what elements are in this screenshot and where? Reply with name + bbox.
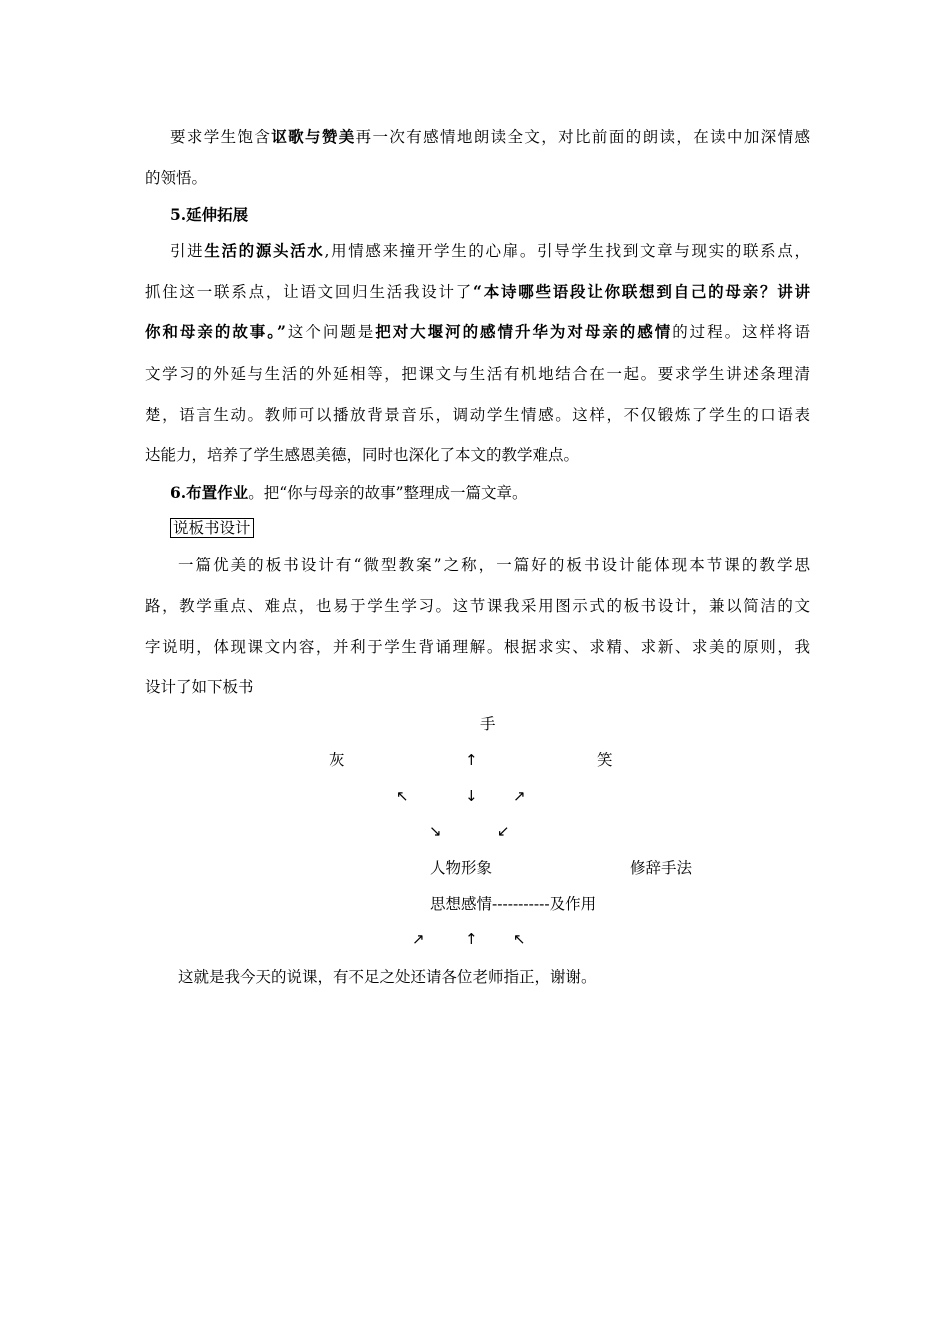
bold-phrase: 你和母亲的故事。” bbox=[145, 322, 286, 341]
reading-paragraph-line-1 bbox=[170, 127, 810, 147]
arrow-nw-icon: ↖ bbox=[513, 930, 526, 948]
board-design-title-row bbox=[170, 518, 810, 538]
bold-phrase: 讴歌与赞美 bbox=[271, 127, 356, 146]
diagram-character-label: 人物形象 bbox=[430, 859, 493, 877]
section-5-line-2 bbox=[145, 282, 810, 302]
board-design-line-4: 设计了如下板书 bbox=[145, 678, 254, 696]
section-5-line-4: 文学习的外延与生活的外延相等，把课文与生活有机地结合在一起。要求学生讲述条理清 bbox=[145, 365, 810, 383]
text-span: 的过程。这样将语 bbox=[672, 323, 810, 341]
section-5-line-3 bbox=[145, 322, 810, 342]
board-design-title: 说板书设计 bbox=[170, 518, 254, 538]
arrow-up-icon: ↑ bbox=[465, 751, 478, 769]
closing-line: 这就是我今天的说课，有不足之处还请各位老师指正，谢谢。 bbox=[178, 968, 597, 986]
board-design-line-1: 一篇优美的板书设计有“微型教案”之称，一篇好的板书设计能体现本节课的教学思 bbox=[178, 556, 810, 574]
diagram-right-label: 笑 bbox=[597, 751, 613, 769]
arrow-down-icon: ↓ bbox=[465, 787, 478, 805]
text-span: ,用情感来撞开学生的心扉。引导学生找到文章与现实的联系点， bbox=[324, 242, 810, 260]
arrow-ne-icon: ↗ bbox=[412, 930, 425, 948]
section-5-line-5: 楚，语言生动。教师可以播放背景音乐，调动学生情感。这样，不仅锻炼了学生的口语表 bbox=[145, 406, 810, 424]
bold-phrase: “本诗哪些语段让你联想到自己的母亲？讲讲 bbox=[473, 282, 810, 301]
section-5-line-6: 达能力，培养了学生感恩美德，同时也深化了本文的教学难点。 bbox=[145, 446, 580, 464]
text-span: 。把“你与母亲的故事”整理成一篇文章。 bbox=[248, 484, 528, 502]
section-5-line-1 bbox=[170, 241, 810, 261]
diagram-left-label: 灰 bbox=[329, 751, 345, 769]
arrow-se-icon: ↘ bbox=[429, 822, 442, 840]
bold-phrase: 把对大堰河的感情升华为对母亲的感情 bbox=[375, 322, 673, 341]
section-6-heading: 6.布置作业 bbox=[170, 483, 249, 502]
section-6-line bbox=[170, 483, 810, 503]
diagram-rhetoric-label: 修辞手法 bbox=[630, 859, 693, 877]
text-span: 引进 bbox=[170, 242, 205, 260]
section-5-heading: 5.延伸拓展 bbox=[170, 205, 249, 224]
diagram-thought-row: 思想感情-----------及作用 bbox=[430, 895, 597, 913]
arrow-up-icon: ↑ bbox=[465, 930, 478, 948]
arrow-nw-icon: ↖ bbox=[396, 787, 409, 805]
arrow-ne-icon: ↗ bbox=[513, 787, 526, 805]
bold-phrase: 生活的源头活水 bbox=[204, 241, 325, 260]
board-design-line-3: 字说明，体现课文内容，并利于学生背诵理解。根据求实、求精、求新、求美的原则，我 bbox=[145, 638, 810, 656]
text-span: 这个问题是 bbox=[285, 323, 376, 341]
arrow-sw-icon: ↙ bbox=[497, 822, 510, 840]
diagram-top-label: 手 bbox=[480, 715, 496, 733]
text-span: 再一次有感情地朗读全文，对比前面的朗读，在读中加深情感 bbox=[355, 128, 810, 146]
board-design-line-2: 路，教学重点、难点，也易于学生学习。这节课我采用图示式的板书设计，兼以简洁的文 bbox=[145, 597, 810, 615]
text-span: 要求学生饱含 bbox=[170, 128, 272, 146]
text-span: 抓住这一联系点，让语文回归生活我设计了 bbox=[145, 283, 474, 301]
reading-paragraph-line-2: 的领悟。 bbox=[145, 169, 208, 187]
